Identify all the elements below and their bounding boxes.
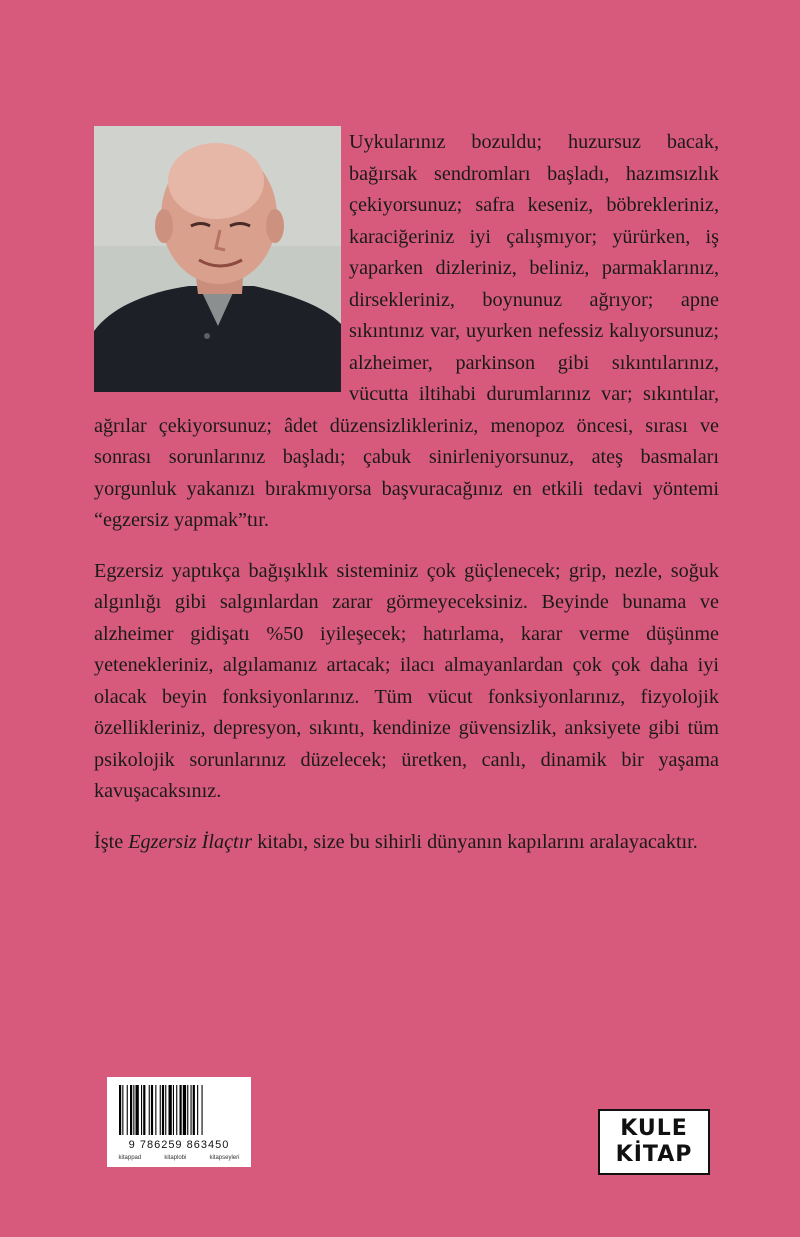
barcode xyxy=(107,1077,251,1167)
logo-line-2: KİTAP xyxy=(615,1142,693,1167)
paragraph-1: Uykularınız bozuldu; huzursuz bacak, bağırsak sendromları başladı, hazımsızlık çekiyorsunuz; safra keseniz, böbrekleriniz, karaciğeriniz iyi çalışmıyor; yürürken, iş yaparken dizleriniz, beliniz, parmaklarınız, dirsekleriniz, boynunuz ağrıyor; apne sıkıntınız var, uyurken nefessiz kalıyorsunuz; alzheimer, parkinson gibi sıkıntılarınız, vücutta iltihabi durumlarınız var; sıkıntılar, ağrılar çekiyorsunuz; âdet düzensizlikleriniz, menopoz öncesi, sırası ve sonrası sorunlarınız başladı; çabuk sinirleniyorsunuz, ateş basmaları yorgunluk yakanızı bırakmıyorsa başvuracağınız en etkili tedavi yöntemi “egzersiz yapmak”tır. xyxy=(94,131,719,531)
seller-kitappad: kitappad xyxy=(118,1155,142,1161)
seller-logos xyxy=(107,1155,251,1161)
paragraph-3-prefix: İşte xyxy=(94,830,129,853)
barcode-bars xyxy=(107,1077,251,1139)
book-title: Egzersiz İlaçtır xyxy=(128,830,253,853)
paragraph-3 xyxy=(94,827,719,859)
paragraph-3-suffix: kitabı, size bu sihirli dünyanın kapılarını aralayacaktır. xyxy=(252,830,698,853)
back-cover-text xyxy=(94,127,719,858)
paragraph-2: Egzersiz yaptıkça bağışıklık sisteminiz çok güçlenecek; grip, nezle, soğuk algınlığı gibi salgınlardan zarar görmeyeceksiniz. Beyinde bunama ve alzheimer gidişatı %50 iyileşecek; hatırlama, karar verme düşünme yetenekleriniz, algılamanız artacak; ilacı almayanlardan çok çok daha iyi olacak beyin fonksiyonlarınız. Tüm vücut fonksiyonlarınız, fizyolojik özellikleriniz, depresyon, sıkıntı, kendinize güvensizlik, anksiyete gibi tüm psikolojik sorunlarınız düzelecek; üretken, canlı, dinamik bir yaşama kavuşacaksınız. xyxy=(94,559,719,802)
isbn-number: 9 786259 863450 xyxy=(128,1139,230,1151)
logo-line-1: KULE xyxy=(620,1116,688,1141)
publisher-logo xyxy=(598,1109,710,1175)
seller-kitaplobi: kitaplobi xyxy=(164,1155,187,1161)
photo-spacer xyxy=(94,127,349,397)
seller-kitapseyleri: kitapseyleri xyxy=(209,1155,240,1161)
